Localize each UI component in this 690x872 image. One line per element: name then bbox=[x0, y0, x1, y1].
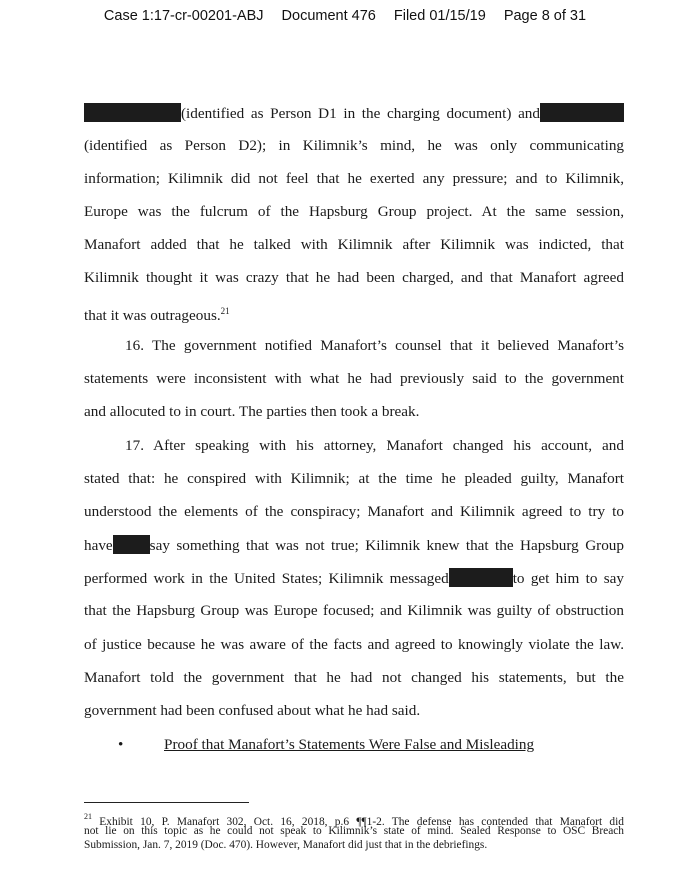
redaction-block bbox=[113, 535, 150, 554]
paragraph-number: 17. bbox=[125, 437, 144, 454]
page-number: Page 8 of 31 bbox=[503, 8, 587, 24]
filed-date: Filed 01/15/19 bbox=[393, 8, 486, 24]
body-line: performed work in the United States; Kilimnik messaged to get him to say bbox=[84, 570, 624, 587]
footnote-line: Submission, Jan. 7, 2019 (Doc. 470). However, Manafort did just that in the debriefings. bbox=[84, 839, 488, 851]
redaction-block bbox=[84, 103, 181, 122]
body-line: of justice because he was aware of the facts and agreed to knowingly violate the law. bbox=[84, 636, 624, 653]
body-line: Manafort told the government that he had not changed his statements, but the bbox=[84, 669, 624, 686]
body-line: understood the elements of the conspiracy; Manafort and Kilimnik agreed to try to bbox=[84, 503, 624, 520]
body-line: stated that: he conspired with Kilimnik; at the time he pleaded guilty, Manafort bbox=[84, 470, 624, 487]
body-line: that it was outrageous.$^{21}$ bbox=[84, 306, 230, 324]
redaction-block bbox=[449, 568, 513, 587]
redaction-block bbox=[540, 103, 624, 122]
section-heading-text: Proof that Manafort’s Statements Were False and Misleading bbox=[164, 736, 535, 753]
case-number: Case 1:17-cr-00201-ABJ bbox=[103, 8, 264, 24]
body-line: Kilimnik thought it was crazy that he had been charged, and that Manafort agreed bbox=[84, 269, 624, 286]
body-line: 16. The government notified Manafort’s counsel that it believed Manafort’s bbox=[125, 337, 624, 354]
body-line: information; Kilimnik did not feel that he exerted any pressure; and to Kilimnik, bbox=[84, 170, 624, 187]
body-line: and allocuted to in court. The parties then took a break. bbox=[84, 403, 420, 420]
footnote-reference: 21 bbox=[220, 306, 230, 316]
footnote-line: $^{21}$ Exhibit 10, P. Manafort 302, Oct. 16, 2018, p.6 ¶¶1-2. The defense has contended that Manafort did bbox=[84, 812, 624, 828]
footnote-divider bbox=[84, 802, 249, 803]
paragraph-number: 16. bbox=[125, 337, 144, 354]
body-line: (identified as Person D1 in the charging document) and bbox=[84, 103, 624, 124]
body-line: have say something that was not true; Kilimnik knew that the Hapsburg Group bbox=[84, 537, 624, 554]
body-line: (identified as Person D2); in Kilimnik’s mind, he was only communicating bbox=[84, 137, 624, 154]
body-line: that the Hapsburg Group was Europe focused; and Kilimnik was guilty of obstruction bbox=[84, 602, 624, 619]
body-line: statements were inconsistent with what he had previously said to the government bbox=[84, 370, 624, 387]
page-header bbox=[0, 8, 690, 24]
body-line: Europe was the fulcrum of the Hapsburg Group project. At the same session, bbox=[84, 203, 624, 220]
document-number: Document 476 bbox=[281, 8, 376, 24]
body-line: government had been confused about what he had said. bbox=[84, 702, 421, 719]
footnote-number: 21 bbox=[84, 812, 92, 821]
body-line: 17. After speaking with his attorney, Manafort changed his account, and bbox=[125, 437, 624, 454]
body-line: Manafort added that he talked with Kilimnik after Kilimnik was indicted, that bbox=[84, 236, 624, 253]
footnote-line: not lie on this topic as he could not speak to Kilimnik’s state of mind. Sealed Response to OSC Breach bbox=[84, 825, 624, 837]
bullet-icon: • bbox=[118, 736, 124, 753]
